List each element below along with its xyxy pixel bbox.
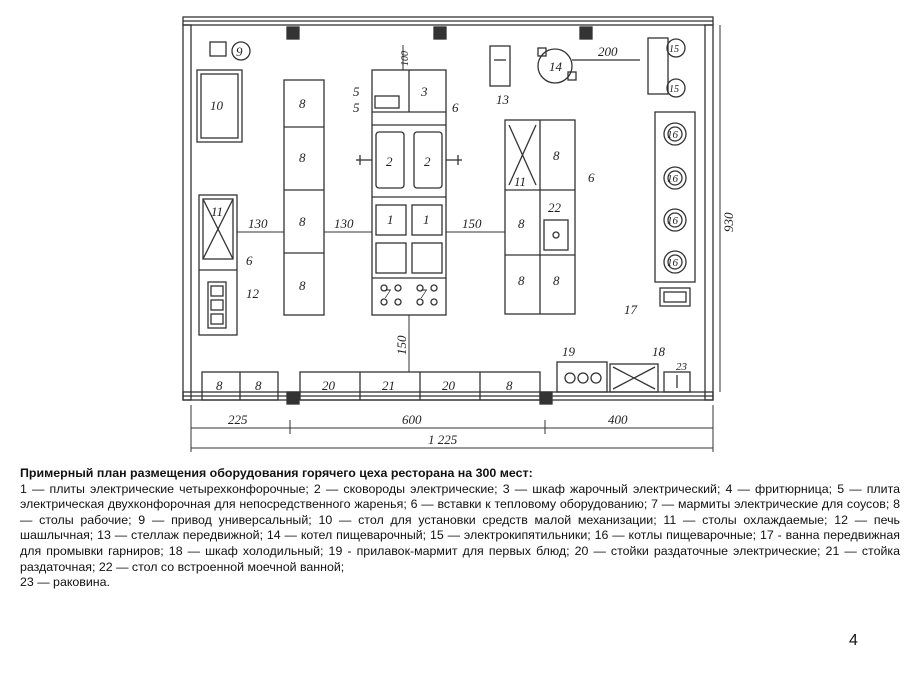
label-15a: 15 <box>669 44 679 55</box>
caption-last: 23 — раковина. <box>20 575 110 590</box>
label-7a: 7 <box>384 286 391 301</box>
label-3: 3 <box>421 84 428 99</box>
label-16a: 16 <box>667 129 678 141</box>
caption-title: Примерный план размещения оборудования горячего цеха ресторана на 300 мест: <box>20 466 533 480</box>
label-8e: 8 <box>553 148 560 163</box>
label-8g: 8 <box>518 273 525 288</box>
label-8j: 8 <box>255 378 262 393</box>
label-20b: 20 <box>442 378 455 393</box>
label-8c: 8 <box>299 214 306 229</box>
legend-caption <box>20 466 900 591</box>
equipment-23-sink <box>664 372 690 392</box>
label-18: 18 <box>652 344 665 359</box>
label-20a: 20 <box>322 378 335 393</box>
label-16b: 16 <box>667 173 678 185</box>
label-12: 12 <box>246 286 259 301</box>
label-17: 17 <box>624 302 637 317</box>
label-8k: 8 <box>506 378 513 393</box>
label-8a: 8 <box>299 96 306 111</box>
equipment-9-universal-drive <box>210 42 250 60</box>
equipment-right-island <box>505 120 575 314</box>
page-number: 4 <box>849 632 858 649</box>
label-22: 22 <box>548 200 561 215</box>
label-2a: 2 <box>386 154 393 169</box>
label-21: 21 <box>382 378 395 393</box>
label-8i: 8 <box>216 378 223 393</box>
label-14: 14 <box>549 59 562 74</box>
walls <box>183 17 713 404</box>
dim-100: 100 <box>400 51 411 66</box>
dim-200: 200 <box>598 44 618 59</box>
label-13: 13 <box>496 92 509 107</box>
label-2b: 2 <box>424 154 431 169</box>
label-10: 10 <box>210 98 223 113</box>
dimension-lines <box>191 25 720 452</box>
label-19: 19 <box>562 344 575 359</box>
equipment-central-island <box>356 70 462 315</box>
equipment-15-boilers <box>648 38 685 97</box>
label-7b: 7 <box>420 286 427 301</box>
label-11a: 11 <box>211 204 224 219</box>
caption-body: 1 — плиты электрические четырехконфорочные; 2 — сковороды электрические; 3 — шкаф жарочный электрический; 4 — фритюрница; 5 — плита электрическая двухконфорочная для непосредственного жаренья; 6 — вставки к тепловому оборудованию; 7 — мармиты электрические для соусов; 8 — столы рабочие; 9 — привод универсальный; 10 — стол для установки средств малой механизации; 11 — столы охлаждаемые; 12 — печь шашлычная; 13 — стеллаж передвижной; 14 — котел пищеварочный; 15 — электрокипятильники; 16 — котлы пищеварочные; 17 - ванна передвижная для промывки гарниров; 18 — шкаф холодильный; 19 - прилавок-мармит для первых блюд; 20 — стойки раздаточные электрические; 21 — стойка раздаточная; 22 — стол со встроенной моечной ванной; <box>20 481 900 574</box>
equipment-13-rack <box>490 46 510 86</box>
dim-600: 600 <box>402 412 422 427</box>
label-5b: 5 <box>353 100 360 115</box>
label-23: 23 <box>676 361 687 373</box>
dim-130-left: 130 <box>248 216 268 231</box>
label-1b: 1 <box>423 212 430 227</box>
equipment-17-bath <box>660 288 690 306</box>
dim-930: 930 <box>721 212 736 232</box>
label-6a: 6 <box>246 253 253 268</box>
label-8b: 8 <box>299 150 306 165</box>
label-9: 9 <box>236 44 243 59</box>
label-5a: 5 <box>353 84 360 99</box>
label-8f: 8 <box>518 216 525 231</box>
label-16d: 16 <box>667 257 678 269</box>
label-1a: 1 <box>387 212 394 227</box>
label-16c: 16 <box>667 215 678 227</box>
dim-225: 225 <box>228 412 248 427</box>
label-6c: 6 <box>588 170 595 185</box>
dim-1225: 1 225 <box>428 432 458 447</box>
label-8d: 8 <box>299 278 306 293</box>
dim-400: 400 <box>608 412 628 427</box>
dim-150-vertical: 150 <box>394 335 409 355</box>
label-15b: 15 <box>669 84 679 95</box>
dim-150-right: 150 <box>462 216 482 231</box>
dim-130-center: 130 <box>334 216 354 231</box>
label-6b: 6 <box>452 100 459 115</box>
label-11b: 11 <box>514 174 527 189</box>
equipment-18-fridge <box>610 364 658 392</box>
equipment-19-marmite-counter <box>557 362 607 392</box>
label-8h: 8 <box>553 273 560 288</box>
